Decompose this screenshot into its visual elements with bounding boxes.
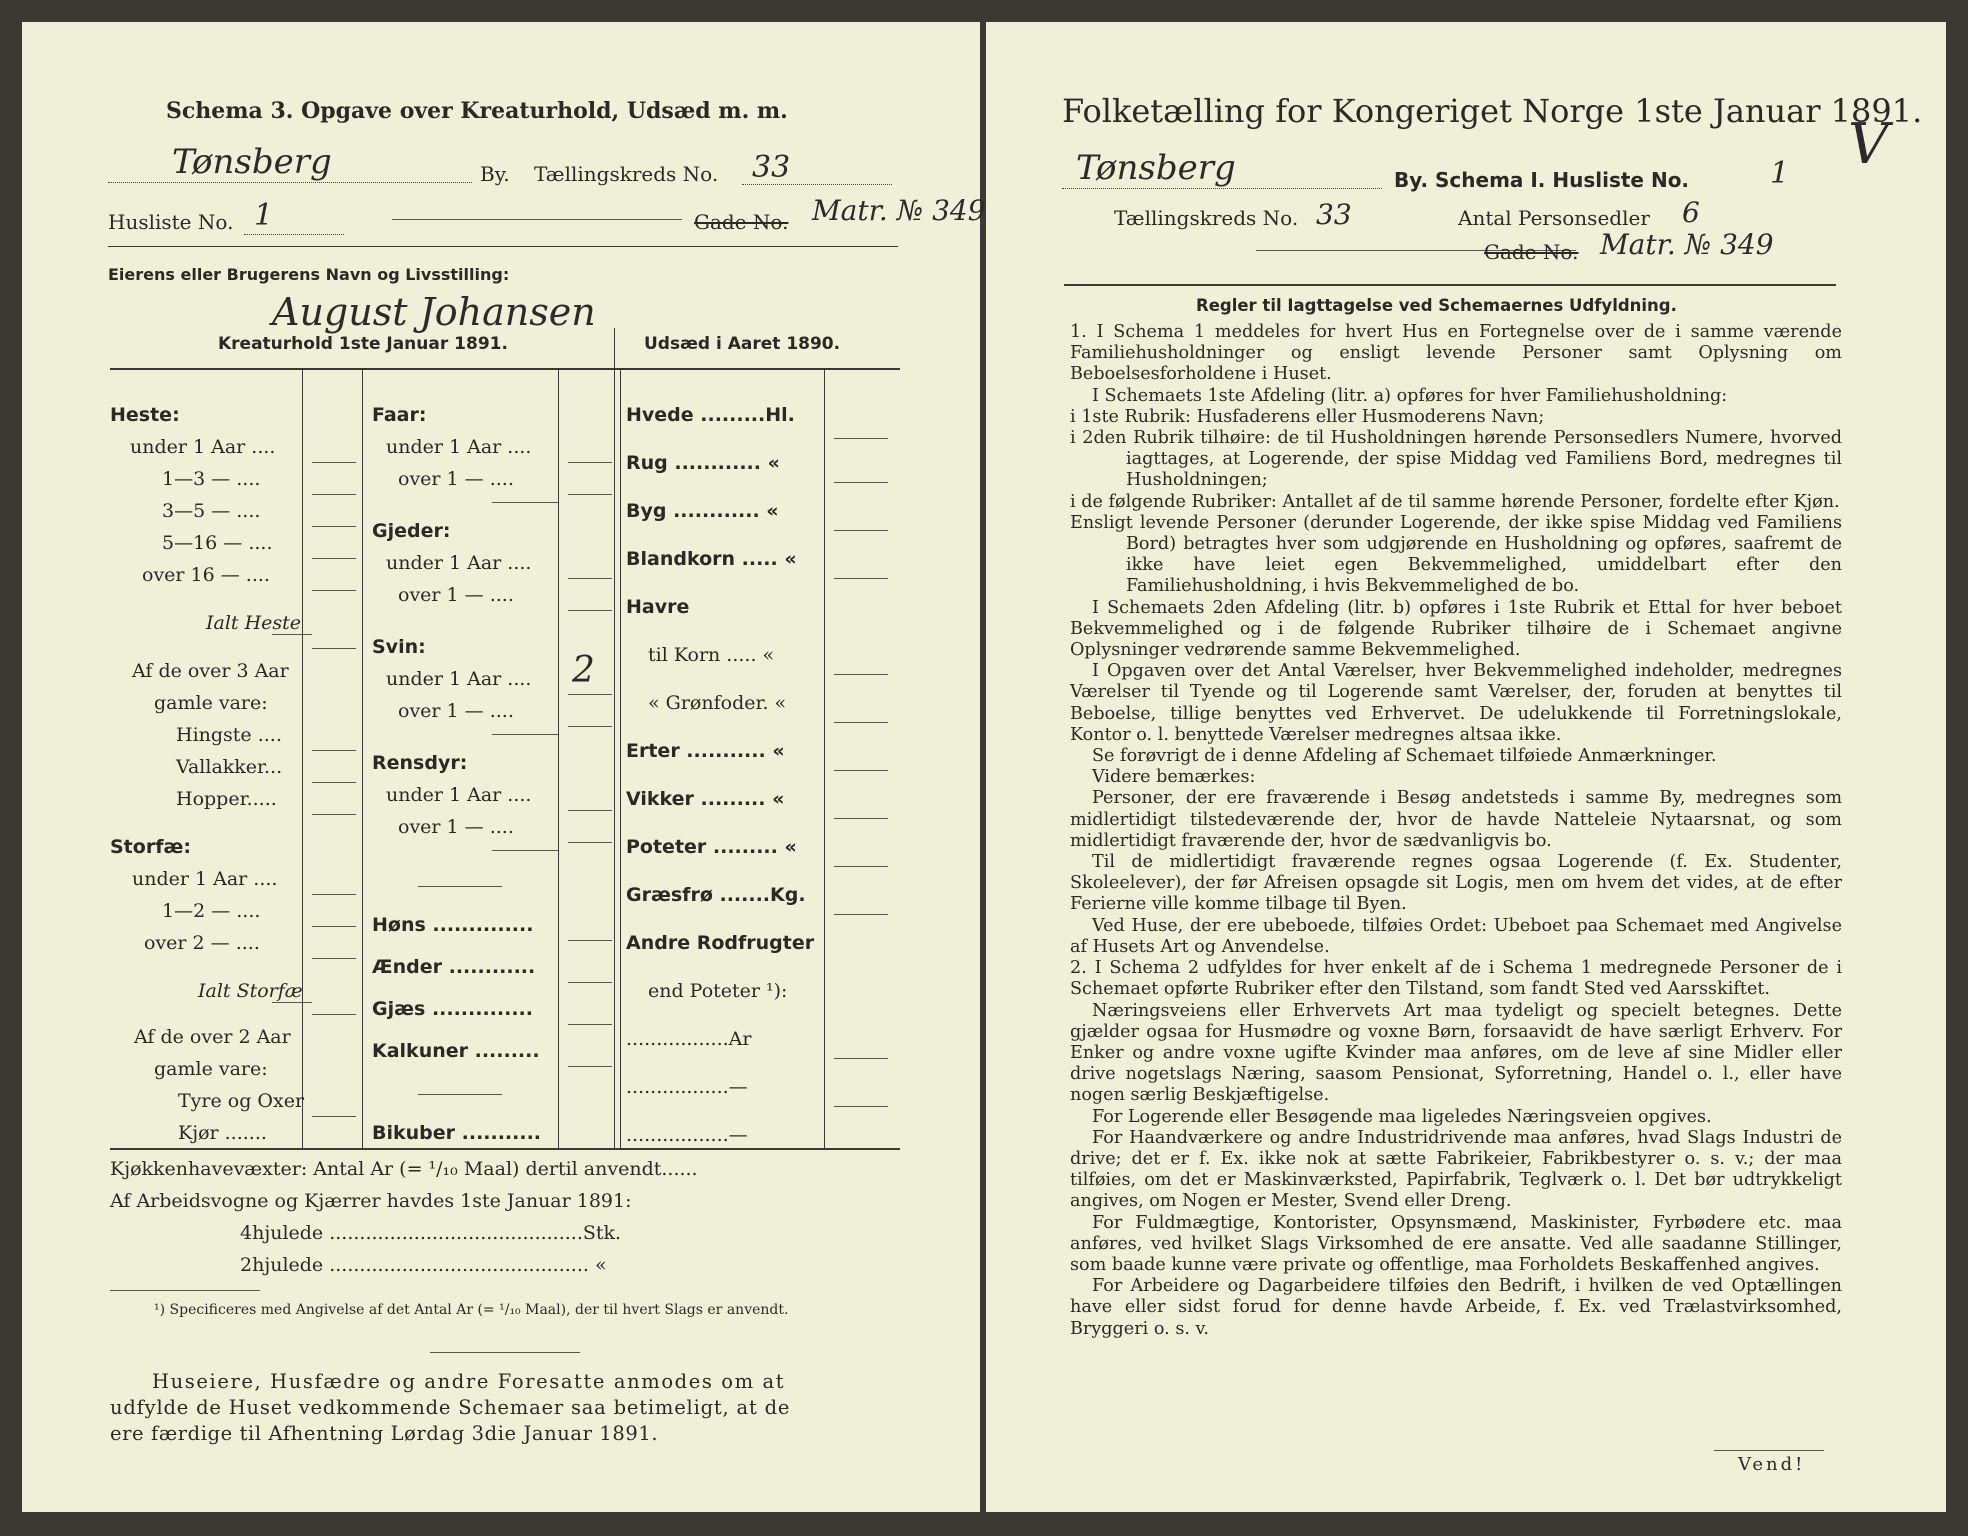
by-schema: By. Schema I. Husliste No. bbox=[1394, 168, 1690, 192]
rule-1: 1. I Schema 1 meddeles for hvert Hus en Fortegnelse over de i samme værende Familiehusholdninger og ensligt levende Personer samt Oplysning om Beboelsesforholdene i Huset. bbox=[1070, 322, 1842, 385]
garden-line: Kjøkkenhavevæxter: Antal Ar (= ¹/₁₀ Maal) dertil anvendt...... bbox=[110, 1158, 698, 1180]
sowing-header: Udsæd i Aaret 1890. bbox=[644, 334, 841, 354]
rule-2: I Schemaets 1ste Afdeling (litr. a) opføres for hver Familiehusholdning: bbox=[1092, 385, 1728, 406]
col2-1: under 1 Aar .... bbox=[386, 436, 532, 458]
col2-11: over 1 — .... bbox=[398, 816, 514, 838]
rule-10: Videre bemærkes: bbox=[1092, 767, 1256, 788]
rule-9: Se forøvrigt de i denne Afdeling af Schemaet tilføiede Anmærkninger. bbox=[1092, 746, 1717, 767]
col3-0: Hvede .........Hl. bbox=[626, 404, 795, 426]
rule-17: For Haandværkere og andre Industridrivende maa anføres, hvad Slags Industri de drive; det er f. Ex. ikke nok at sætte Fabrikeier, Fabrikbestyrer o. s. v.; der maa tilføies, om det er Maskinværksted, Papirfabrik, Teglværk o. l. Det bør udtrykkeligt angives, om Nogen er Mester, Svend eller Dreng. bbox=[1070, 1127, 1842, 1212]
col1-10: Vallakker... bbox=[176, 756, 283, 778]
street-handwritten: Matr. № 349 bbox=[812, 194, 986, 227]
col1-12: Storfæ: bbox=[110, 836, 191, 858]
closing-line-1: Huseiere, Husfædre og andre Foresatte anmodes om at bbox=[152, 1370, 786, 1393]
col2-2: over 1 — .... bbox=[398, 468, 514, 490]
right-house-handwritten: 1 bbox=[1770, 156, 1790, 191]
col3-2: Byg ............ « bbox=[626, 500, 779, 522]
col2-6: Svin: bbox=[372, 636, 426, 658]
schema3-title: Schema 3. Opgave over Kreaturhold, Udsæd m. m. bbox=[166, 98, 788, 124]
col1-1: under 1 Aar .... bbox=[130, 436, 276, 458]
persons-handwritten: 6 bbox=[1682, 196, 1700, 229]
col2-8: over 1 — .... bbox=[398, 700, 514, 722]
col1-18: gamle vare: bbox=[154, 1058, 268, 1080]
col1-15: over 2 — .... bbox=[144, 932, 260, 954]
right-page bbox=[986, 22, 1946, 1512]
col2-10: under 1 Aar .... bbox=[386, 784, 532, 806]
col3-14: .................— bbox=[626, 1076, 748, 1098]
col3-15: .................— bbox=[626, 1124, 748, 1146]
col2-14: Gjæs .............. bbox=[372, 998, 533, 1020]
col1-19: Tyre og Oxer bbox=[178, 1090, 305, 1112]
right-street-label: Gade No. bbox=[1484, 240, 1579, 264]
col3-4: Havre bbox=[626, 596, 690, 618]
col1-20: Kjør ....... bbox=[178, 1122, 267, 1144]
col2-3: Gjeder: bbox=[372, 520, 451, 542]
rules-text bbox=[1070, 322, 1842, 1340]
col3-11: Andre Rodfrugter bbox=[626, 932, 815, 954]
footnote: ¹) Specificeres med Angivelse af det Antal Ar (= ¹/₁₀ Maal), der til hvert Slags er anvendt. bbox=[154, 1302, 789, 1318]
rule-14: 2. I Schema 2 udfyldes for hver enkelt af de i Schema 1 medregnede Personer de i Schemaet opførte Rubriker efter den Tilstand, som fandt Sted ved Aarsskiftet. bbox=[1070, 958, 1842, 1000]
closing-line-3: ere færdige til Afhentning Lørdag 3die Januar 1891. bbox=[110, 1422, 659, 1445]
col1-0: Heste: bbox=[110, 404, 180, 426]
persons-label: Antal Personsedler bbox=[1458, 206, 1650, 230]
col2-15: Kalkuner ......... bbox=[372, 1040, 540, 1062]
col2-12: Høns .............. bbox=[372, 914, 534, 936]
right-district-label: Tællingskreds No. bbox=[1114, 206, 1299, 230]
col1-8: gamle vare: bbox=[154, 692, 268, 714]
rule-16: For Logerende eller Besøgende maa ligeledes Næringsveien opgives. bbox=[1092, 1106, 1712, 1127]
col1-2: 1—3 — .... bbox=[162, 468, 261, 490]
col3-5: til Korn ..... « bbox=[648, 644, 775, 666]
rule-15: Næringsveiens eller Erhvervets Art maa tydeligt og specielt betegnes. Dette gjælder ogsaa for Husmødre og voxne Børn, forsaavidt de have særligt Erhverv. For Enker og andre voxne ugifte Kvinder maa anføres, om de leve af sine Midler eller drive nogetslags Næring, saasom Pensionat, Syforretning, Handel o. l., eller have nogen særlig Beskjæftigelse. bbox=[1070, 1000, 1842, 1106]
closing-line-2: udfylde de Huset vedkommende Schemaer saa betimeligt, at de bbox=[110, 1396, 791, 1419]
wagons-line: Af Arbeidsvogne og Kjærrer havdes 1ste Januar 1891: bbox=[110, 1190, 632, 1212]
rule-12: Til de midlertidigt fraværende regnes ogsaa Logerende (f. Ex. Studenter, Skoleelever), der før Afreisen opsagde sit Logis, men om hvem det vides, at de efter Ferierne ville komme tilbage til Byen. bbox=[1070, 852, 1842, 915]
rule-11: Personer, der ere fraværende i Besøg andetsteds i samme By, medregnes som midlertidigt tilstedeværende der, hvor de havde Natteleie Nytaarsnat, og som midlertidigt fraværende der, hvor de sædvanligvis bo. bbox=[1070, 788, 1842, 851]
house-label: Husliste No. bbox=[108, 210, 234, 234]
col3-9: Poteter ......... « bbox=[626, 836, 797, 858]
livestock-header: Kreaturhold 1ste Januar 1891. bbox=[218, 334, 508, 354]
col2-7: under 1 Aar .... bbox=[386, 668, 532, 690]
col3-13: .................Ar bbox=[626, 1028, 752, 1050]
check-mark: V bbox=[1848, 112, 1889, 177]
rule-13: Ved Huse, der ere ubeboede, tilføies Ordet: Ubeboet paa Schemaet med Angivelse af Husets Art og Anvendelse. bbox=[1070, 915, 1842, 957]
col1-3: 3—5 — .... bbox=[162, 500, 261, 522]
district-label: Tællingskreds No. bbox=[534, 162, 719, 186]
right-street-handwritten: Matr. № 349 bbox=[1600, 228, 1774, 261]
pigs-under-1-handwritten: 2 bbox=[572, 650, 595, 691]
col2-13: Ænder ............ bbox=[372, 956, 536, 978]
owner-label: Eierens eller Brugerens Navn og Livsstilling: bbox=[108, 265, 510, 284]
census-title: Folketælling for Kongeriget Norge 1ste Januar 1891. bbox=[1062, 92, 1923, 130]
col1-17: Af de over 2 Aar bbox=[134, 1026, 291, 1048]
col1-13: under 1 Aar .... bbox=[132, 868, 278, 890]
rule-8: I Opgaven over det Antal Værelser, hver Bekvemmelighed indeholder, medregnes Værelser til Tyende og til Logerende samt Værelser, der, foruden at benyttes til Beboelse, tillige benyttes ved Erhvervet. De udelukkende til Forretningslokale, Kontor o. l. benyttede Værelser medregnes altsaa ikke. bbox=[1070, 661, 1842, 745]
owner-handwritten: August Johansen bbox=[272, 290, 596, 334]
street-label: Gade No. bbox=[694, 210, 789, 234]
col1-6: Ialt Heste bbox=[206, 612, 302, 634]
col1-9: Hingste .... bbox=[176, 724, 282, 746]
col3-7: Erter ........... « bbox=[626, 740, 785, 762]
col3-10: Græsfrø .......Kg. bbox=[626, 884, 806, 906]
col1-4: 5—16 — .... bbox=[162, 532, 273, 554]
col3-3: Blandkorn ..... « bbox=[626, 548, 797, 570]
col2-4: under 1 Aar .... bbox=[386, 552, 532, 574]
col2-9: Rensdyr: bbox=[372, 752, 468, 774]
col2-16: Bikuber ........... bbox=[372, 1122, 542, 1144]
col3-6: « Grønfoder. « bbox=[648, 692, 787, 714]
house-handwritten: 1 bbox=[254, 198, 274, 233]
by-label: By. bbox=[480, 162, 510, 186]
col1-11: Hopper..... bbox=[176, 788, 277, 810]
col3-12: end Poteter ¹): bbox=[648, 980, 788, 1002]
col1-5: over 16 — .... bbox=[142, 564, 270, 586]
two_wheel: 2hjulede ........................................... « bbox=[240, 1254, 607, 1276]
rule-7: I Schemaets 2den Afdeling (litr. b) opføres i 1ste Rubrik et Ettal for hver beboet Bekvemmelighed og i de følgende Rubriker tilhøire de i Schemaet angivne Oplysninger vedrørende samme Bekvemmelighed. bbox=[1070, 597, 1842, 661]
four-wheel: 4hjulede ..........................................Stk. bbox=[240, 1222, 622, 1244]
col3-1: Rug ............ « bbox=[626, 452, 780, 474]
rule-6: Ensligt levende Personer (derunder Logerende, der ikke spise Middag ved Familiens Bord) betragtes hver som udgjørende en Husholdning og opføres, saafremt de ikke have leiet egen Bekvemmelighed, umiddelbart efter den Familiehusholdning, i hvis Bekvemmelighed de bo. bbox=[1070, 512, 1842, 597]
col2-0: Faar: bbox=[372, 404, 427, 426]
col1-7: Af de over 3 Aar bbox=[132, 660, 289, 682]
left-page bbox=[22, 22, 986, 1512]
right-town-handwritten: Tønsberg bbox=[1076, 148, 1236, 188]
rule-4: i 2den Rubrik tilhøire: de til Husholdningen hørende Personsedlers Numere, hvorved iagttages, at Logerende, der spise Middag ved Familiens Bord, medregnes til Husholdningen; bbox=[1070, 428, 1842, 491]
rule-5: i de følgende Rubriker: Antallet af de til samme hørende Personer, fordelte efter Kjøn. bbox=[1070, 491, 1840, 512]
col3-8: Vikker ......... « bbox=[626, 788, 785, 810]
col1-14: 1—2 — .... bbox=[162, 900, 261, 922]
rules-title: Regler til Iagttagelse ved Schemaernes Udfyldning. bbox=[1196, 296, 1677, 315]
vend: Vend! bbox=[1738, 1454, 1806, 1475]
col2-5: over 1 — .... bbox=[398, 584, 514, 606]
right-district-handwritten: 33 bbox=[1316, 198, 1352, 231]
col1-16: Ialt Storfæ bbox=[198, 980, 303, 1002]
rule-3: i 1ste Rubrik: Husfaderens eller Husmoderens Navn; bbox=[1070, 406, 1545, 427]
rule-19: For Arbeidere og Dagarbeidere tilføies den Bedrift, i hvilken de ved Optællingen have eller sidst forud for denne havde Arbeide, f. Ex. ved Trælastvirksomhed, Bryggeri o. s. v. bbox=[1070, 1276, 1842, 1339]
town-handwritten: Tønsberg bbox=[172, 142, 332, 182]
rule-18: For Fuldmægtige, Kontorister, Opsynsmænd, Maskinister, Fyrbødere etc. maa anføres, ved hvilket Slags Virksomhed de ere ansatte. Ved alle saadanne Stillinger, som baade kunne være private og offentlige, maa Forholdets Beskaffenhed angives. bbox=[1070, 1212, 1842, 1275]
district-handwritten: 33 bbox=[752, 150, 791, 185]
